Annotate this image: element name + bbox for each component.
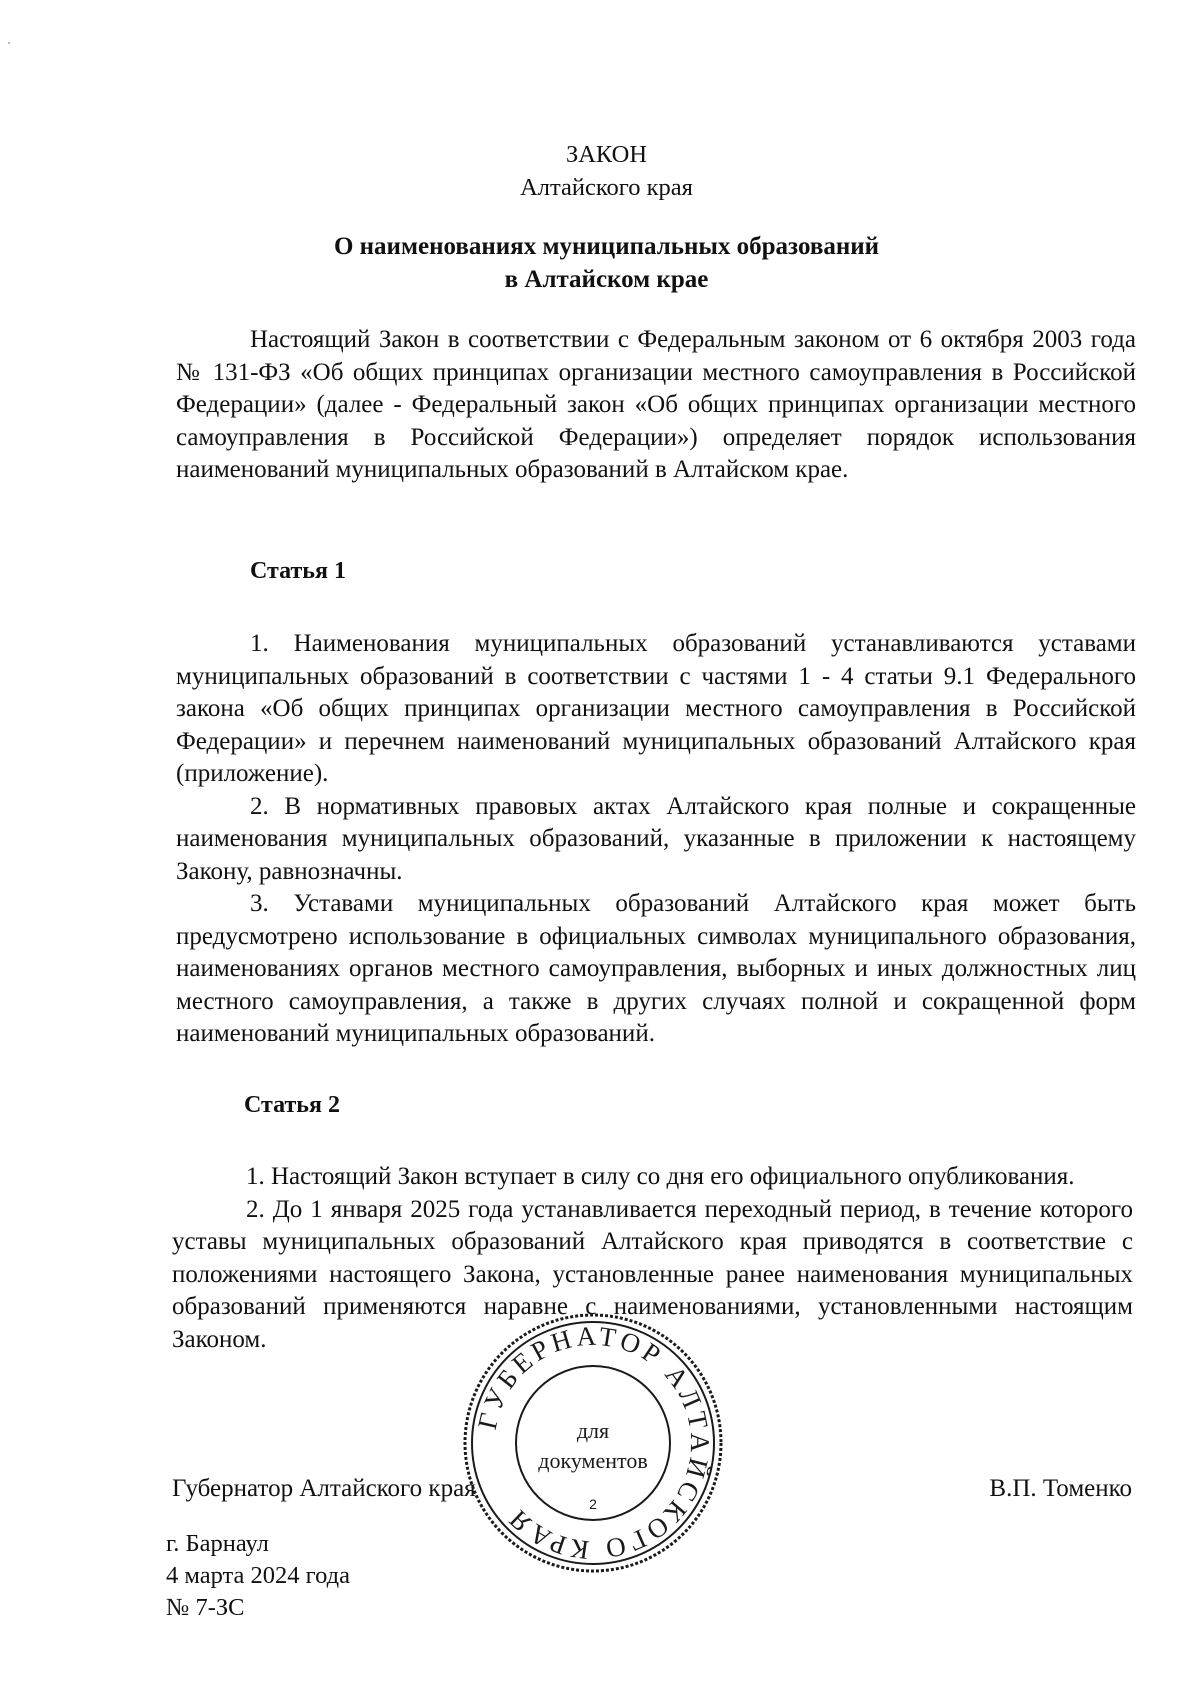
article1-point: 3. Уставами муниципальных образований Алтайского края может быть предусмотрено использование в официальных символах муниципального образования, наименованиях органов местного самоуправления, выборных и иных должностных лиц местного самоуправления, а также в других случаях полной и сокращенной форм наименований муниципальных образований.	[176, 890, 1136, 1047]
article1-point: 2. В нормативных правовых актах Алтайского края полные и сокращенные наименования муниципальных образований, указанные в приложении к настоящему Закону, равнозначны.	[176, 792, 1136, 885]
seal-graphic	[458, 1308, 728, 1578]
preamble-text: Настоящий Закон в соответствии с Федеральным законом от 6 октября 2003 года № 131-ФЗ «Об общих принципах организации местного самоуправления в Российской Федерации» (далее - Федеральный закон «Об общих принципах организации местного самоуправления в Российской Федерации») определяет порядок использования наименований муниципальных образований в Алтайском крае.	[176, 326, 1136, 483]
place-date: 4 марта 2024 года	[166, 1562, 350, 1589]
signatory-position: Губернатор Алтайского края	[172, 1475, 476, 1502]
seal-center-line1: для	[576, 1418, 610, 1443]
place-date-block	[166, 1528, 350, 1624]
law-kind: ЗАКОН	[565, 141, 648, 168]
seal-outer-ring	[465, 1315, 721, 1571]
official-seal	[458, 1308, 728, 1578]
law-subject	[0, 230, 1200, 296]
seal-number: 2	[589, 1496, 597, 1512]
article1-point: 1. Наименования муниципальных образований устанавливаются уставами муниципальных образований в соответствии с частями 1 - 4 статьи 9.1 Федерального закона «Об общих принципах организации местного самоуправления в Российской Федерации» и перечнем наименований муниципальных образований Алтайского края (приложение).	[176, 630, 1136, 787]
signatory-name: В.П. Томенко	[989, 1475, 1132, 1502]
law-region: Алтайского края	[520, 174, 693, 201]
seal-ring-text: ГУБЕРНАТОР АЛТАЙСКОГО КРАЯ	[471, 1320, 716, 1566]
preamble	[176, 324, 1136, 487]
seal-center-line2: документов	[538, 1448, 648, 1473]
article1-title: Статья 1	[250, 558, 346, 584]
law-number: № 7-ЗС	[166, 1594, 245, 1621]
article2-point: 1. Настоящий Закон вступает в силу со дня его официального опубликования.	[246, 1163, 1075, 1190]
law-subject-line1: О наименованиях муниципальных образований	[333, 233, 880, 260]
article2-title: Статья 2	[244, 1092, 340, 1118]
document-heading	[0, 138, 1200, 204]
article1-body	[176, 628, 1136, 1051]
article2-point: 2. До 1 января 2025 года устанавливается переходный период, в течение которого уставы муниципальных образований Алтайского края приводятся в соответствие с положениями настоящего Закона, установленные ранее наименования муниципальных образований применяются наравне с наименованиями, установленными настоящим Законом.	[172, 1195, 1133, 1353]
law-subject-line2: в Алтайском крае	[504, 266, 709, 293]
place-city: г. Барнаул	[166, 1530, 269, 1557]
scan-speck	[8, 42, 10, 44]
